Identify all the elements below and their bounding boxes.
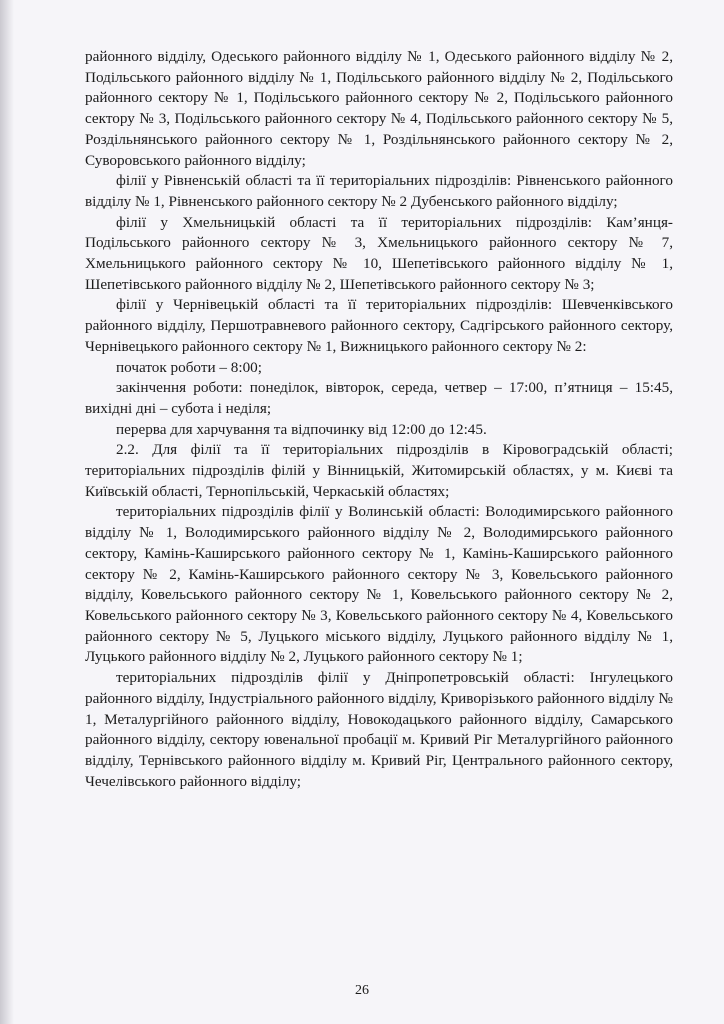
- paragraph-dnipro-units: територіальних підрозділів філії у Дніпропетровській області: Інгулецького районного відділу, Індустріального районного відділу, Криворізького районного відділу № 1, Металургійного районного відділу, Новокодацького районного відділу, Самарського районного відділу, сектору ювенальної пробації м. Кривий Ріг Металургійного районного відділу, Тернівського районного відділу м. Кривий Ріг, Центрального районного сектору, Чечелівського районного відділу;: [85, 669, 673, 790]
- paragraph-khmelnytskyi-branch: філії у Хмельницькій області та її територіальних підрозділів: Кам’янця-Подільського районного сектору № 3, Хмельницького районного сектору № 7, Хмельницького районного сектору № 10, Шепетівського районного відділу № 1, Шепетівського районного відділу № 2, Шепетівського районного сектору № 3;: [85, 213, 673, 293]
- paragraph-volyn-units: територіальних підрозділів філії у Волинській області: Володимирського районного відділу № 1, Володимирського районного відділу № 2, Володимирського районного сектору, Камінь-Каширського районного сектору № 1, Камінь-Каширського районного сектору № 2, Камінь-Каширського районного сектору № 3, Ковельського районного відділу, Ковельського районного сектору № 1, Ковельського районного сектору № 2, Ковельського районного сектору № 3, Ковельського районного сектору № 4, Ковельського районного сектору № 5, Луцького міського відділу, Луцького районного відділу № 1, Луцького районного відділу № 2, Луцького районного сектору № 1;: [85, 503, 673, 666]
- page-number: 26: [355, 983, 369, 998]
- paragraph-lunch-break: перерва для харчування та відпочинку від 12:00 до 12:45.: [116, 420, 487, 438]
- document-body: [85, 47, 673, 792]
- scan-edge-shadow: [0, 0, 14, 1024]
- paragraph-odesa-units: районного відділу, Одеського районного відділу № 1, Одеського районного відділу № 2, Подільського районного відділу № 1, Подільського районного відділу № 2, Подільського районного сектору № 1, Подільського районного сектору № 2, Подільського районного сектору № 3, Подільського районного сектору № 4, Подільського районного сектору № 5, Роздільнянського районного сектору № 1, Роздільнянського районного сектору № 2, Суворовського районного відділу;: [85, 48, 673, 169]
- paragraph-section-2-2: 2.2. Для філії та її територіальних підрозділів в Кіровоградській області; територіальних підрозділів філій у Вінницькій, Житомирській областях, у м. Києві та Київській області, Тернопільській, Черкаській областях;: [85, 441, 673, 500]
- paragraph-chernivtsi-branch: філії у Чернівецькій області та її територіальних підрозділів: Шевченківського районного відділу, Першотравневого районного сектору, Садгірського районного сектору, Чернівецького районного сектору № 1, Вижницького районного сектору № 2:: [85, 296, 673, 355]
- paragraph-work-start: початок роботи – 8:00;: [116, 358, 263, 376]
- paragraph-work-end: закінчення роботи: понеділок, вівторок, середа, четвер – 17:00, п’ятниця – 15:45, вихідні дні – субота і неділя;: [85, 379, 673, 417]
- paragraph-rivne-branch: філії у Рівненській області та її територіальних підрозділів: Рівненського районного відділу № 1, Рівненського районного сектору № 2 Дубенського районного відділу;: [85, 172, 673, 210]
